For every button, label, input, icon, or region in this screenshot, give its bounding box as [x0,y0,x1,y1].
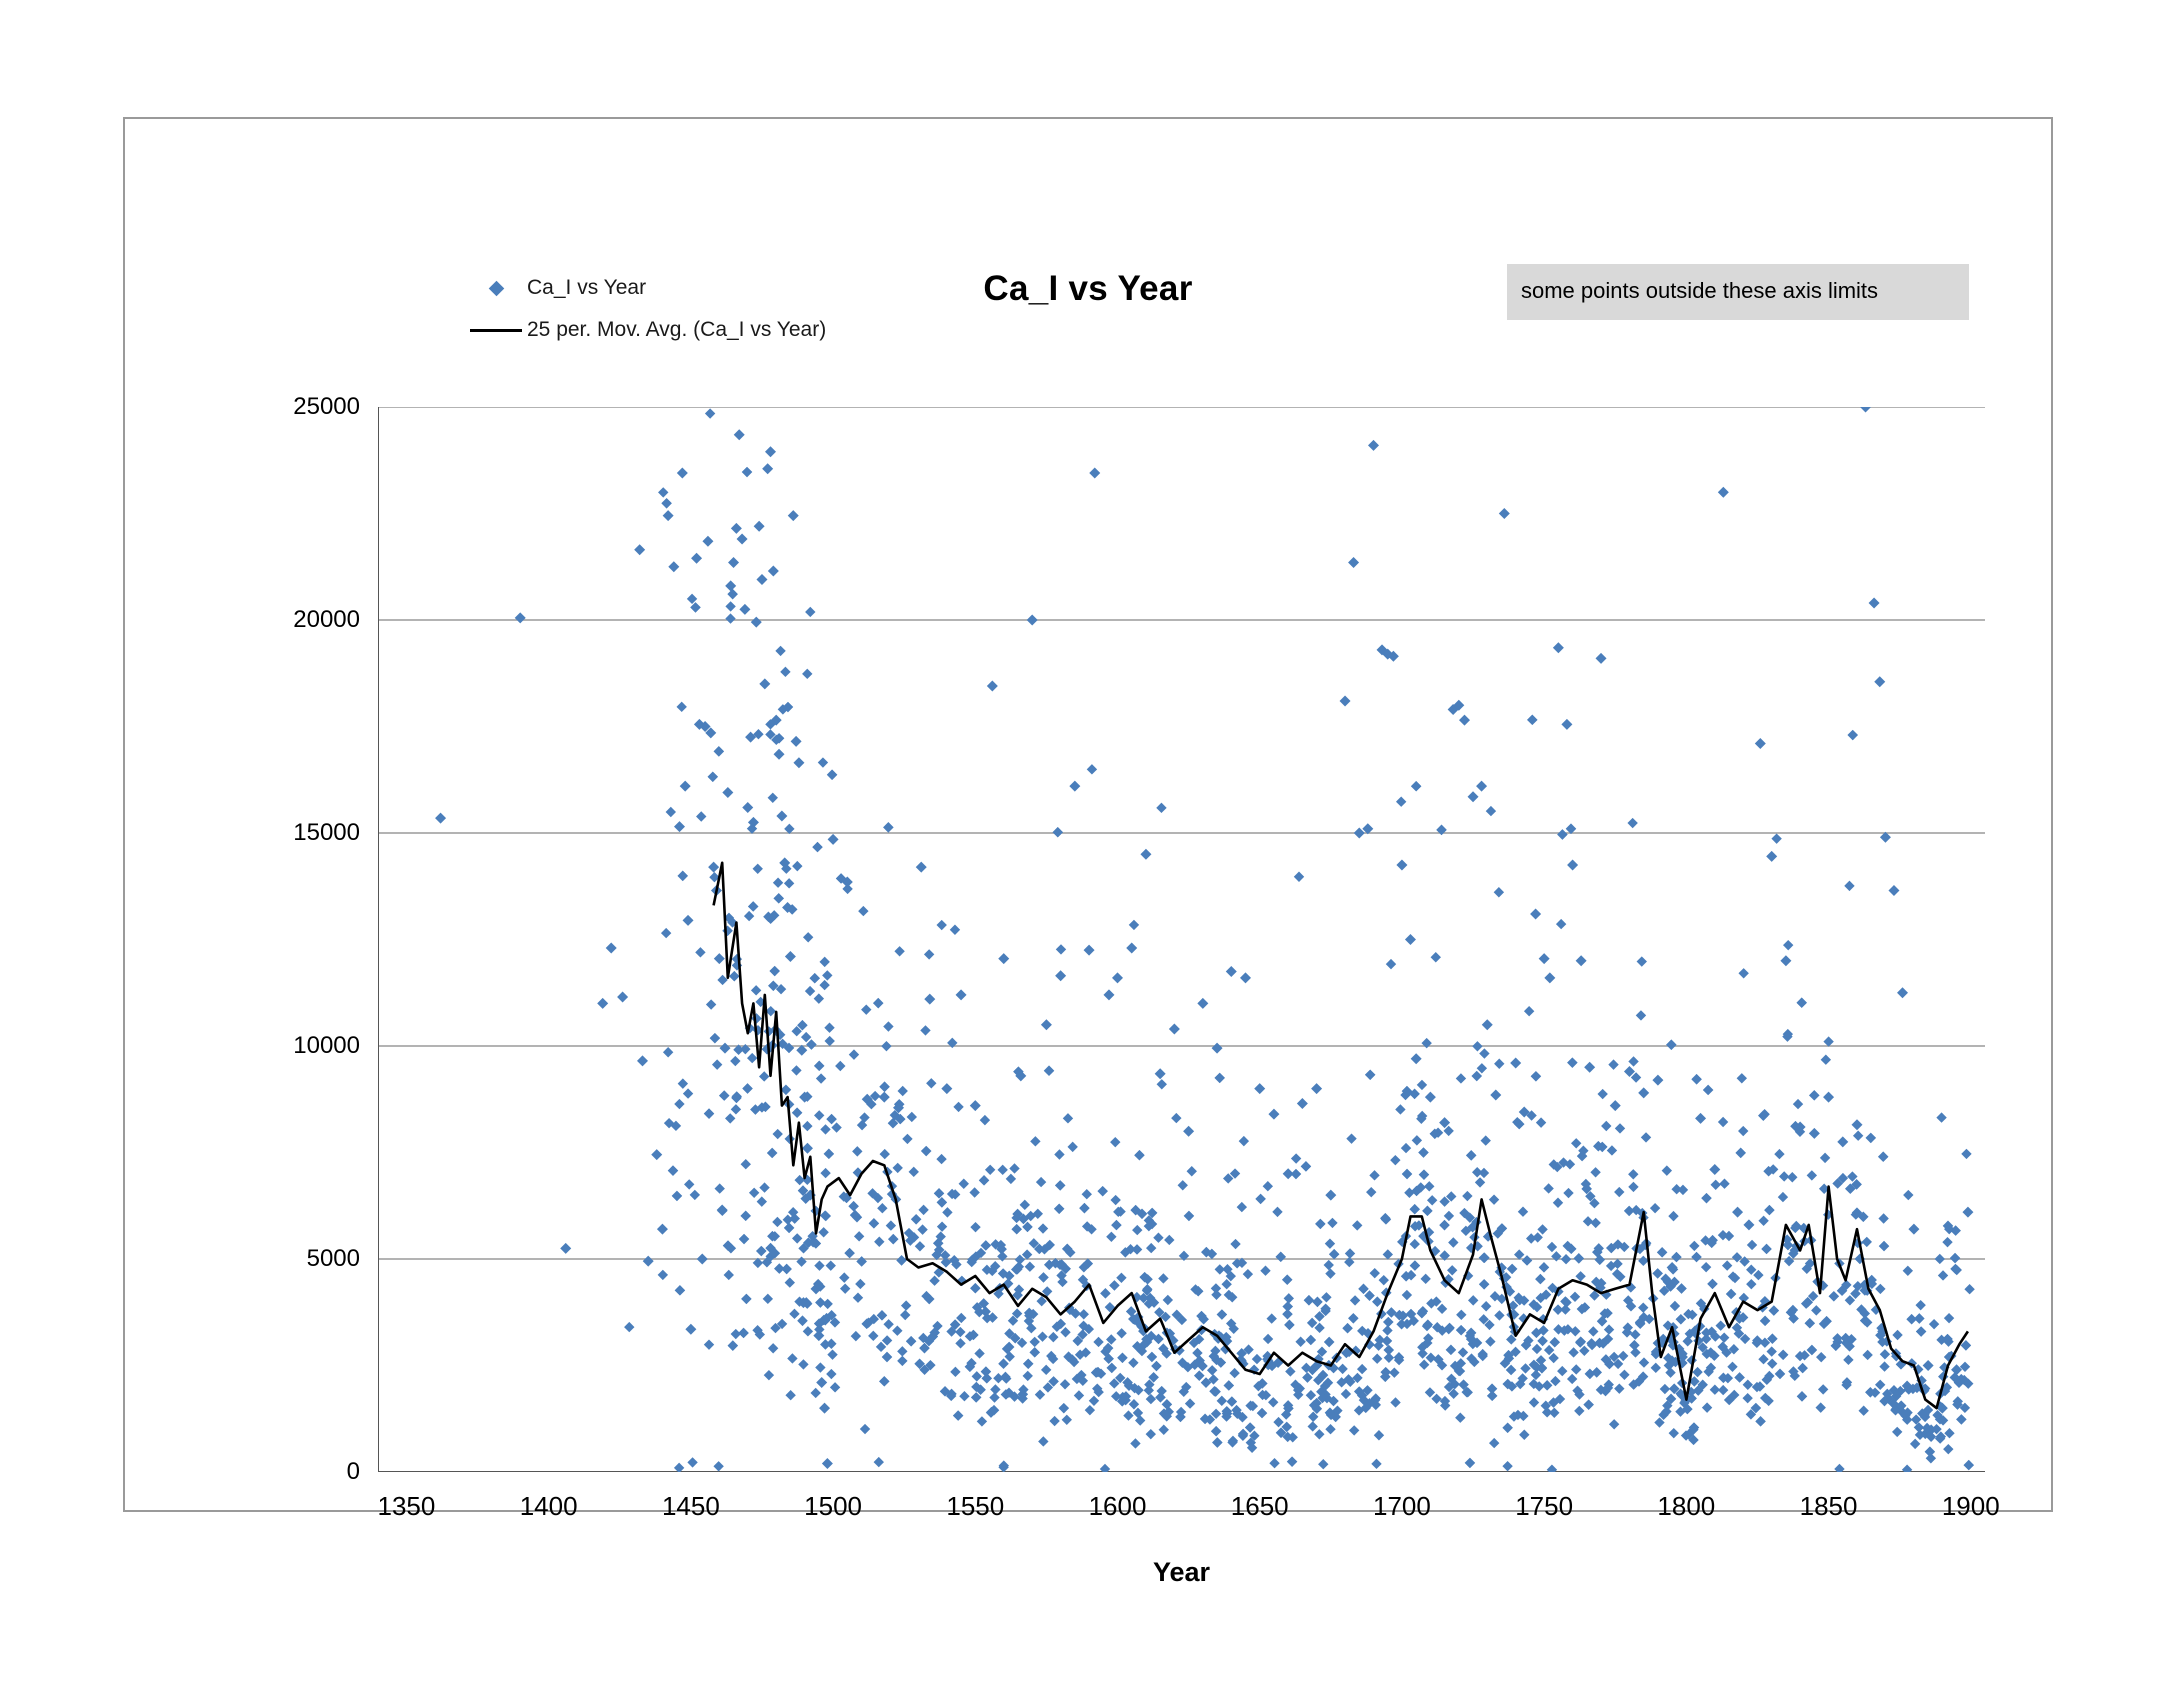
x-axis-tick: 1600 [1088,1491,1147,1521]
diamond-marker-icon [465,283,527,294]
x-axis-tick: 1800 [1657,1491,1716,1521]
x-axis-tick: 1750 [1515,1491,1574,1521]
legend-entry-movavg[interactable] [465,309,826,351]
chart-legend [465,267,826,351]
y-axis-tick: 10000 [293,1032,360,1059]
x-axis-tick-labels [377,1491,2000,1531]
y-axis-tick: 25000 [293,393,360,420]
moving-average-line [714,863,1968,1408]
y-axis-tick: 0 [346,1458,360,1485]
x-axis-tick: 1650 [1230,1491,1289,1521]
x-axis-tick: 1900 [1941,1491,2000,1521]
legend-label-series: Ca_I vs Year [527,276,647,299]
line-marker-icon [465,329,527,332]
chart-title: Ca_I vs Year [983,269,1193,308]
y-axis-tick-labels [265,393,360,1485]
y-axis-tick: 5000 [306,1245,360,1272]
y-axis-tick: 20000 [293,606,360,633]
plot-svg [378,407,1985,1472]
legend-entry-series[interactable] [465,267,826,309]
x-axis-tick: 1550 [946,1491,1005,1521]
x-axis-tick: 1350 [377,1491,436,1521]
x-axis-tick: 1450 [661,1491,720,1521]
y-axis-tick: 15000 [293,819,360,846]
x-axis-tick: 1400 [519,1491,578,1521]
chart-frame [123,117,2053,1587]
x-axis-tick: 1850 [1799,1491,1858,1521]
scatter-series [435,407,1975,1472]
plot-area [378,407,1985,1472]
x-axis-tick: 1500 [804,1491,862,1521]
legend-label-movavg: 25 per. Mov. Avg. (Ca_I vs Year) [527,318,827,341]
x-axis-title: Year [1152,1557,1211,1587]
axis-limits-note: some points outside these axis limits [1507,264,1969,320]
x-axis-tick: 1700 [1373,1491,1431,1521]
